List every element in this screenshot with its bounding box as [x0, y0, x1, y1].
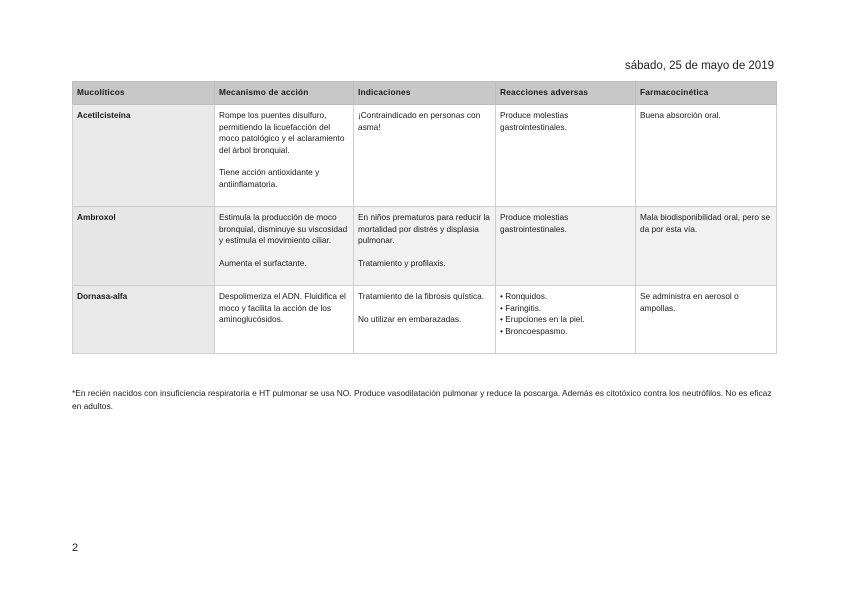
table-row [73, 286, 777, 354]
adverse-text: Produce molestias gastrointestinales. [500, 110, 569, 132]
adverse-cell [496, 286, 636, 354]
indications-cell [354, 207, 496, 286]
pharmacokinetics-cell: Se administra en aerosol o ampollas. [636, 286, 777, 354]
column-header-farmacocinetica: Farmacocinética [636, 82, 777, 105]
column-header-indicaciones: Indicaciones [354, 82, 496, 105]
drug-name-cell: Dornasa-alfa [73, 286, 215, 354]
mechanism-text: Tiene acción antioxidante y antiinflamatoria. [219, 167, 320, 189]
indications-text: ¡Contraindicado en personas con asma! [358, 110, 481, 132]
column-header-reacciones: Reacciones adversas [496, 82, 636, 105]
list-item: • Erupciones en la piel. [500, 314, 631, 326]
mucolytics-table [72, 81, 777, 354]
table-row [73, 105, 777, 207]
list-item: • Broncoespasmo. [500, 326, 631, 338]
adverse-cell [496, 207, 636, 286]
page-number: 2 [72, 542, 79, 554]
mechanism-text: Estimula la producción de moco bronquial, disminuye su viscosidad y estimula el movimiento ciliar. [219, 212, 348, 246]
drug-name-cell: Acetilcisteína [73, 105, 215, 207]
column-header-mucoliticos: Mucolíticos [73, 82, 215, 105]
column-header-mecanismo: Mecanismo de acción [215, 82, 354, 105]
list-item: • Ronquidos. [500, 291, 631, 303]
mechanism-cell [215, 207, 354, 286]
mechanism-text: Rompe los puentes disulfuro, permitiendo la licuefacción del moco patológico y el aclaramiento del árbol bronquial. [219, 110, 345, 155]
pharmacokinetics-cell: Mala biodisponibilidad oral, pero se da por esta vía. [636, 207, 777, 286]
indications-text: Tratamiento de la fibrosis quística. [358, 291, 485, 301]
drug-name-cell: Ambroxol [73, 207, 215, 286]
adverse-text: Produce molestias gastrointestinales. [500, 212, 569, 234]
table-header-row [73, 82, 777, 105]
mechanism-cell [215, 286, 354, 354]
list-item: • Faringitis. [500, 303, 631, 315]
indications-text: Tratamiento y profilaxis. [358, 257, 446, 268]
indications-cell [354, 105, 496, 207]
indications-text: En niños prematuros para reducir la mortalidad por distrés y displasia pulmonar. [358, 212, 490, 246]
table-row [73, 207, 777, 286]
footnote: *En recién nacidos con insuficiencia respiratoria e HT pulmonar se usa NO. Produce vasodilatación pulmonar y reduce la poscarga. Además es citotóxico contra los neutrófilos. No es eficaz en adultos. [72, 388, 772, 411]
document-date: sábado, 25 de mayo de 2019 [625, 60, 774, 72]
indications-cell [354, 286, 496, 354]
mechanism-text: Aumenta el surfactante. [219, 257, 307, 268]
mechanism-text: Despolimeriza el ADN. Fluidifica el moco y facilita la acción de los aminoglucósidos. [219, 291, 346, 325]
pharmacokinetics-cell: Buena absorción oral. [636, 105, 777, 207]
mechanism-cell [215, 105, 354, 207]
adverse-list [500, 291, 631, 337]
indications-text: No utilizar en embarazadas. [358, 313, 462, 324]
adverse-cell [496, 105, 636, 207]
